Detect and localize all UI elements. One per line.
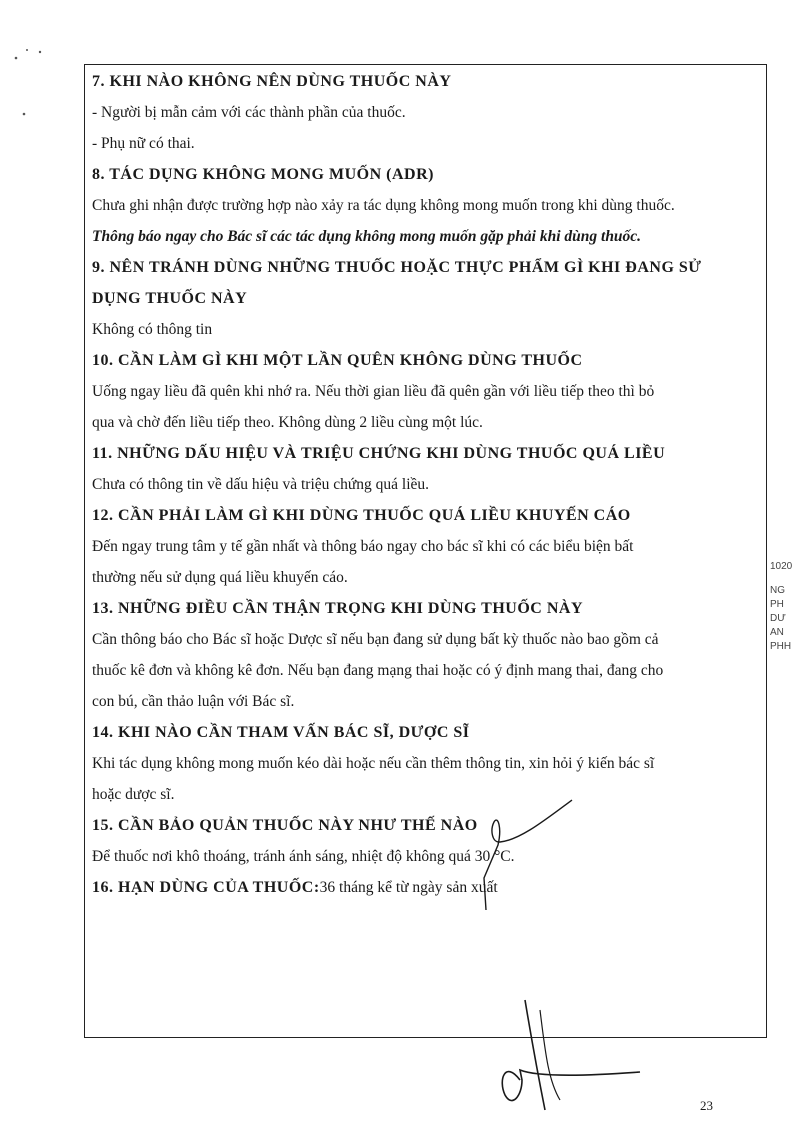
section-7-item-1: - Người bị mẫn cảm với các thành phần của thuốc. — [92, 103, 406, 121]
page-number: 23 — [700, 1098, 713, 1113]
expiry-label: 16. HẠN DÙNG CỦA THUỐC: — [92, 878, 320, 896]
section-14-text-line-1: Khi tác dụng không mong muốn kéo dài hoặc nếu cần thêm thông tin, xin hỏi ý kiến bác sĩ — [92, 754, 655, 772]
section-8-warning: Thông báo ngay cho Bác sĩ các tác dụng không mong muốn gặp phải khi dùng thuốc. — [92, 227, 642, 245]
section-13-text-line-1: Cần thông báo cho Bác sĩ hoặc Dược sĩ nếu bạn đang sử dụng bất kỳ thuốc nào bao gồm cả — [92, 630, 659, 648]
section-12-text-line-1: Đến ngay trung tâm y tế gần nhất và thông báo ngay cho bác sĩ khi có các biểu biện bất — [92, 537, 634, 555]
stamp-line: 1020 — [770, 561, 793, 572]
section-8-heading: 8. TÁC DỤNG KHÔNG MONG MUỐN (ADR) — [92, 165, 434, 183]
section-13-text-line-2: thuốc kê đơn và không kê đơn. Nếu bạn đang mạng thai hoặc có ý định mang thai, đang cho — [92, 661, 664, 679]
expiry-value: 36 tháng kể từ ngày sản xuất — [319, 878, 498, 896]
side-stamp — [770, 560, 799, 654]
section-7-heading: 7. KHI NÀO KHÔNG NÊN DÙNG THUỐC NÀY — [92, 72, 452, 90]
scan-noise — [0, 0, 60, 120]
stamp-line: AN — [770, 627, 784, 638]
section-10-heading: 10. CẦN LÀM GÌ KHI MỘT LẦN QUÊN KHÔNG DÙNG THUỐC — [92, 351, 583, 369]
section-15-text: Để thuốc nơi khô thoáng, tránh ánh sáng, nhiệt độ không quá 30 °C. — [92, 847, 515, 865]
section-14-heading: 14. KHI NÀO CẦN THAM VẤN BÁC SĨ, DƯỢC SĨ — [92, 723, 470, 741]
stamp-line: PH — [770, 599, 784, 610]
section-7-item-2: - Phụ nữ có thai. — [92, 134, 195, 152]
section-11-text: Chưa có thông tin về dấu hiệu và triệu chứng quá liều. — [92, 475, 430, 493]
section-14-text-line-2: hoặc dược sĩ. — [92, 785, 175, 803]
section-15-heading: 15. CẦN BẢO QUẢN THUỐC NÀY NHƯ THẾ NÀO — [92, 816, 478, 834]
stamp-line: DƯ — [770, 613, 786, 624]
section-13-text-line-3: con bú, cần thảo luận với Bác sĩ. — [92, 692, 295, 710]
section-10-text-line-1: Uống ngay liều đã quên khi nhớ ra. Nếu thời gian liều đã quên gần với liều tiếp theo thì bỏ — [92, 382, 655, 400]
section-11-heading: 11. NHỮNG DẤU HIỆU VÀ TRIỆU CHỨNG KHI DÙNG THUỐC QUÁ LIỀU — [92, 444, 666, 462]
stamp-line: NG — [770, 585, 785, 596]
section-16-expiry — [92, 872, 760, 903]
section-9-heading-line-2: DỤNG THUỐC NÀY — [92, 289, 248, 307]
section-9-heading-line-1: 9. NÊN TRÁNH DÙNG NHỮNG THUỐC HOẶC THỰC PHẨM GÌ KHI ĐANG SỬ — [92, 258, 702, 276]
section-8-text: Chưa ghi nhận được trường hợp nào xảy ra tác dụng không mong muốn trong khi dùng thuốc. — [92, 196, 675, 214]
document-body — [92, 66, 760, 903]
section-12-heading: 12. CẦN PHẢI LÀM GÌ KHI DÙNG THUỐC QUÁ LIỀU KHUYẾN CÁO — [92, 506, 631, 524]
section-13-heading: 13. NHỮNG ĐIỀU CẦN THẬN TRỌNG KHI DÙNG THUỐC NÀY — [92, 599, 583, 617]
section-9-text: Không có thông tin — [92, 320, 213, 338]
stamp-line: PHH — [770, 641, 792, 652]
section-12-text-line-2: thường nếu sử dụng quá liều khuyến cáo. — [92, 568, 348, 586]
section-10-text-line-2: qua và chờ đến liều tiếp theo. Không dùng 2 liều cùng một lúc. — [92, 413, 483, 431]
